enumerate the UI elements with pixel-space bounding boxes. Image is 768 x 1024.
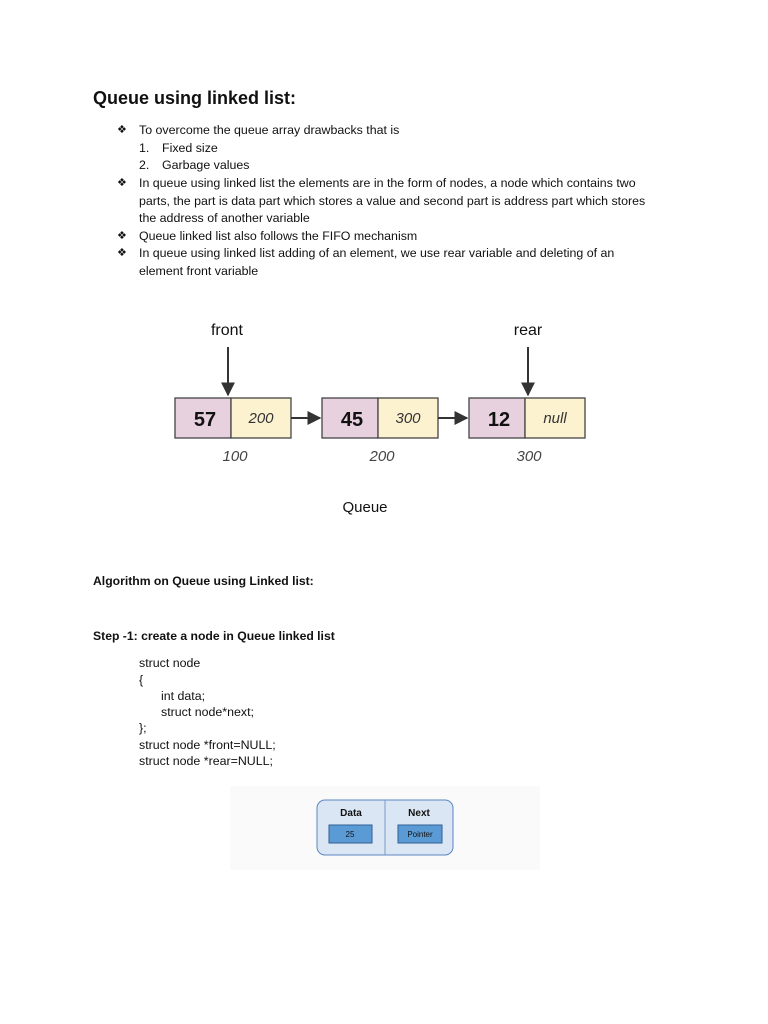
bullet-item	[117, 228, 679, 246]
next-header: Next	[408, 808, 430, 819]
node-structure-figure	[230, 786, 540, 870]
node-data-value: 57	[193, 409, 217, 431]
bullet-text-line: parts, the part is data part which stores a value and second part is address part which stores	[139, 193, 646, 208]
bullet-text-line: element front variable	[139, 263, 259, 278]
code-line: };	[139, 721, 147, 735]
data-header: Data	[340, 808, 362, 819]
code-line: struct node	[139, 656, 201, 670]
item-text: Fixed size	[162, 141, 218, 155]
bullet-text: Queue linked list also follows the FIFO mechanism	[139, 229, 418, 243]
step1-heading: Step -1: create a node in Queue linked list	[93, 629, 335, 643]
node-next-value: null	[543, 410, 567, 427]
item-number: 1.	[139, 141, 150, 155]
numbered-item	[139, 140, 218, 158]
diamond-bullet-icon: ❖	[117, 177, 127, 189]
bullet-text-line: In queue using linked list adding of an element, we use rear variable and deleting of an	[139, 246, 615, 260]
item-number: 2.	[139, 158, 150, 172]
bullet-text: To overcome the queue array drawbacks that is	[139, 123, 400, 137]
code-line: struct node*next;	[161, 705, 254, 719]
data-value: 25	[345, 830, 355, 839]
code-line: int data;	[161, 689, 206, 703]
code-line: struct node *front=NULL;	[139, 738, 276, 752]
diamond-bullet-icon: ❖	[117, 247, 127, 259]
bullet-item	[117, 122, 679, 140]
node-address: 200	[369, 448, 395, 465]
diagram-caption: Queue	[342, 499, 388, 516]
node-address: 300	[516, 448, 542, 465]
queue-node	[322, 398, 438, 465]
rear-label: rear	[513, 322, 543, 339]
bullet-text-line: In queue using linked list the elements are in the form of nodes, a node which contains two	[139, 176, 636, 190]
node-next-value: 300	[395, 410, 421, 427]
page-title: Queue using linked list:	[93, 88, 297, 108]
queue-node	[469, 398, 585, 465]
next-value: Pointer	[407, 830, 433, 839]
queue-node	[175, 398, 291, 465]
bullet-item	[117, 175, 679, 228]
code-line: struct node *rear=NULL;	[139, 754, 273, 768]
numbered-item	[139, 157, 250, 175]
node-next-value: 200	[248, 410, 274, 427]
front-label: front	[210, 322, 244, 339]
algorithm-heading: Algorithm on Queue using Linked list:	[93, 574, 314, 588]
queue-linked-list-diagram	[160, 312, 620, 527]
node-data-value: 12	[487, 409, 511, 431]
node-address: 100	[222, 448, 248, 465]
item-text: Garbage values	[162, 158, 250, 172]
diamond-bullet-icon: ❖	[117, 124, 127, 136]
code-line: {	[139, 673, 144, 687]
node-data-value: 45	[340, 409, 364, 431]
bullet-text-line: the address of another variable	[139, 211, 310, 226]
bullet-item	[117, 245, 679, 280]
diamond-bullet-icon: ❖	[117, 230, 127, 242]
